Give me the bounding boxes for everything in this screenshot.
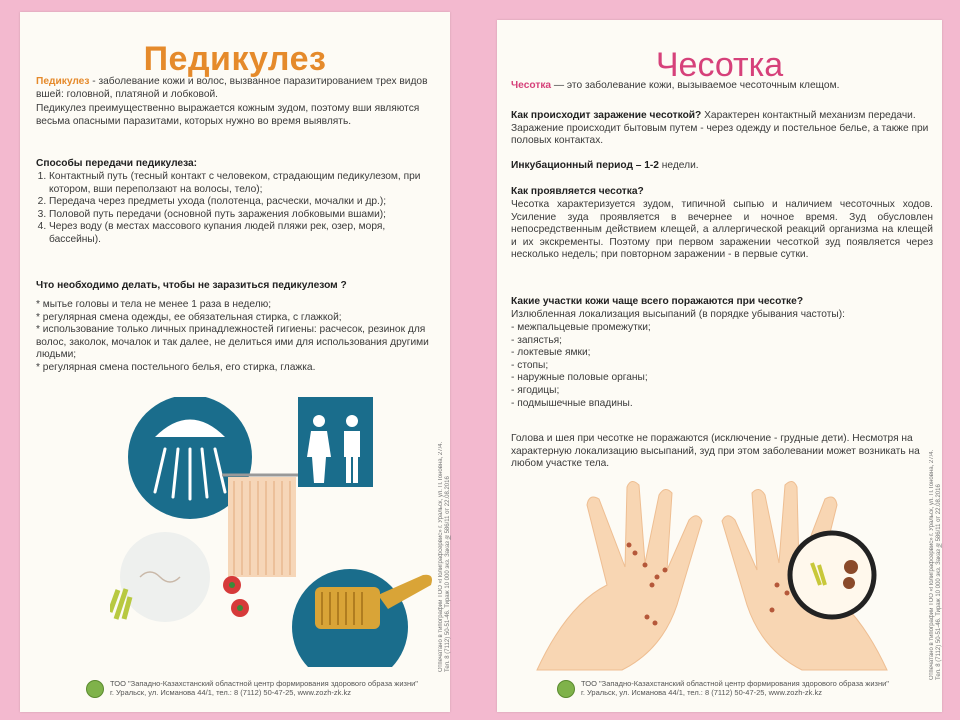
- list-item: 2. Передача через предметы ухода (полотенца, расчески, мочалки и др.);: [49, 196, 438, 209]
- organization-logo: [557, 680, 575, 698]
- footer-address: г. Уральск, ул. Исманова 44/1, тел.: 8 (7112) 50-47-25, www.zozh-zk.kz: [581, 688, 822, 697]
- incubation-value: недели.: [658, 160, 699, 171]
- restroom-icon: [298, 397, 373, 487]
- intro-term: Чесотка: [511, 80, 552, 91]
- page-title: Педикулез: [143, 40, 327, 78]
- question-symptoms: Как проявляется чесотка?: [511, 186, 644, 197]
- intro-paragraph: [511, 80, 931, 93]
- list-item: 3. Половой путь передачи (основной путь заражения лобковыми вшами);: [49, 209, 438, 222]
- list-item: - межпальцевые промежутки;: [511, 322, 651, 333]
- footer-organization: ТОО "Западно-Казахстанский областной центр формирования здорового образа жизни": [581, 679, 889, 688]
- list-item: * регулярная смена постельного белья, его стирка, глажка.: [36, 361, 316, 373]
- question-areas: Какие участки кожи чаще всего поражаются при чесотке?: [511, 296, 804, 307]
- incubation-label: Инкубационный период – 1-2: [511, 160, 659, 171]
- list-item: - подмышечные впадины.: [511, 397, 633, 409]
- print-info: Отпечатано в типографии ТОО «Полиграфсервис» г. Уральск, ул. П.Тоновна, 27/4. Тел. 8 (7112) 50-51-46. Тираж 10 000 экз. Заказ №586/11 от 22.08.2016: [438, 441, 451, 672]
- answer-transmission: Характерен контактный механизм передачи. Заражение происходит бытовым путем - через одежду и постельное белье, а также при половых контактах.: [511, 110, 929, 147]
- areas-list: [511, 322, 931, 410]
- list-item: * мытье головы и тела не менее 1 раза в неделю;: [36, 299, 272, 310]
- list-item: - наружные половые органы;: [511, 372, 648, 384]
- methods-list: [36, 171, 438, 247]
- list-item: - стопы;: [511, 359, 549, 371]
- pediculosis-page: [20, 12, 450, 712]
- intro-definition: — это заболевание кожи, вызываемое чесоточным клещом.: [551, 80, 840, 91]
- footer-organization: ТОО "Западно-Казахстанский областной центр формирования здорового образа жизни": [110, 679, 418, 688]
- footer: [581, 679, 911, 697]
- intro-paragraph-2: Педикулез преимущественно выражается кожным зудом, поэтому вши являются весьма опасными паразитами, которых нужно во время выявлять.: [36, 103, 420, 127]
- footer: [110, 679, 440, 697]
- areas-intro: Излюбленная локализация высыпаний (в порядке убывания частоты):: [511, 309, 845, 320]
- prevention-heading: Что необходимо делать, чтобы не заразиться педикулезом ?: [36, 280, 347, 291]
- towel-icon: [222, 475, 308, 577]
- hands-illustration: [527, 475, 897, 675]
- page-title: Чесотка: [655, 46, 784, 84]
- list-item: 1. Контактный путь (тесный контакт с человеком, страдающим педикулезом, при котором, вши переползают на волосы, тело);: [49, 171, 438, 196]
- comb-icon: [292, 569, 432, 667]
- list-item: * использование только личных принадлежностей гигиены: расчесок, резинок для волос, заколок, мочалок и так далее, не делиться ими для использования другими людьми;: [36, 324, 429, 361]
- list-item: - запястья;: [511, 334, 563, 346]
- transmission-paragraph: [511, 110, 933, 148]
- intro-term: Педикулез: [36, 76, 90, 87]
- list-item: - локтевые ямки;: [511, 347, 591, 359]
- incubation-paragraph: [511, 160, 931, 173]
- intro-definition: - заболевание кожи и волос, вызванное паразитированием трех видов вшей: головной, платяной и лобковой.: [36, 76, 428, 100]
- list-item: * регулярная смена одежды, ее обязательная стирка, с глажкой;: [36, 311, 342, 323]
- prevention-list: [36, 299, 438, 375]
- magnifier-icon: [790, 533, 874, 617]
- intro-paragraph: [36, 76, 436, 101]
- organization-logo: [86, 680, 104, 698]
- hygiene-illustration: [110, 397, 440, 667]
- bath-items-icon: [110, 532, 210, 622]
- answer-symptoms: Чесотка характеризуется зудом, типичной сыпью и наличием чесоточных ходов. Усиление зуда проявляется в вечернее и ночное время. Зуд обусловлен непосредственным действием клещей, а аллергической реакций организма на клещей и их экскременты. Поэтому при первом заражении чесоткой зуд появляется через несколько недель; при повторном заражении - в первые сутки.: [511, 199, 933, 261]
- list-item: 4. Через воду (в местах массового купания людей пляжи рек, озер, моря, бассейны).: [49, 221, 438, 246]
- scabies-page: [497, 20, 942, 712]
- methods-heading: Способы передачи педикулеза:: [36, 158, 198, 169]
- hair-ties-icon: [223, 576, 249, 617]
- footer-address: г. Уральск, ул. Исманова 44/1, тел.: 8 (7112) 50-47-25, www.zozh-zk.kz: [110, 688, 351, 697]
- print-info: Отпечатано в типографии ТОО «Полиграфсервис» г. Уральск, ул. П.Тоновна, 27/4. Тел. 8 (7112) 50-51-46. Тираж 10 000 экз. Заказ №586/11 от 22.08.2016: [929, 449, 942, 680]
- list-item: - ягодицы;: [511, 384, 560, 396]
- closing-paragraph: Голова и шея при чесотке не поражаются (исключение - грудные дети). Несмотря на характерную локализацию высыпаний, зуд при этом заболевании может возникать на любом участке тела.: [511, 433, 920, 470]
- left-hand-icon: [537, 481, 702, 670]
- question-transmission: Как происходит заражение чесоткой?: [511, 110, 702, 121]
